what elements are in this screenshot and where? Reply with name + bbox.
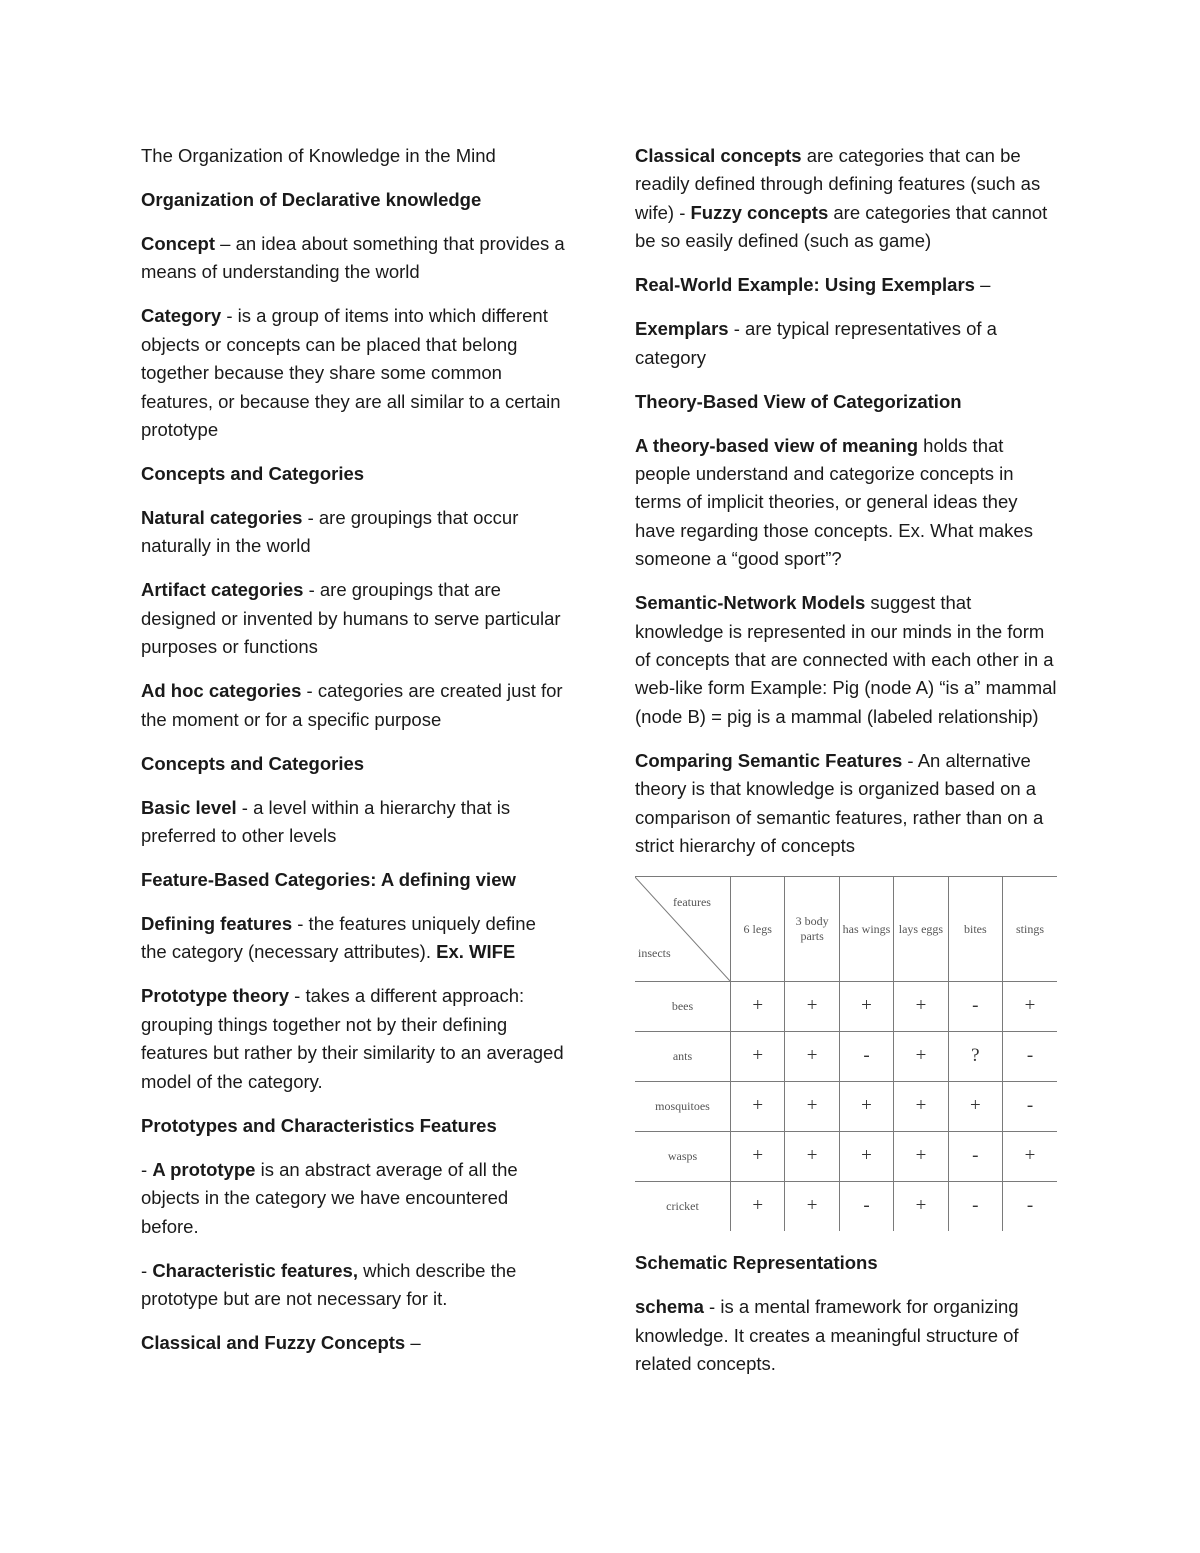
body-text: - is a group of items into which different objects or concepts can be placed that belong together because they share some common features, or because they are all similar to a certain prototype xyxy=(141,305,561,441)
body-text: which describe the prototype but are not necessary for it. xyxy=(141,1259,517,1309)
paragraph xyxy=(635,142,1060,256)
bold-term: Basic level xyxy=(141,796,237,818)
table-cell: - xyxy=(948,1182,1002,1232)
body-text: - a level within a hierarchy that is preferred to other levels xyxy=(141,796,511,847)
table-row xyxy=(635,1082,1057,1132)
body-text: – xyxy=(405,1331,421,1353)
table-cell: + xyxy=(839,1082,893,1132)
column-header: 3 body parts xyxy=(785,877,839,982)
body-text: - are groupings that are designed or invented by humans to serve particular purposes or functions xyxy=(141,579,561,658)
paragraph xyxy=(141,302,566,444)
bold-term: Natural categories xyxy=(141,507,303,529)
column-header: has wings xyxy=(839,877,893,982)
bold-term: Classical and Fuzzy Concepts xyxy=(141,1331,406,1353)
body-text: - takes a different approach: grouping things together not by their defining features but rather by their similarity to an averaged model of the category. xyxy=(141,985,564,1092)
bold-term: Organization of Declarative knowledge xyxy=(141,189,482,210)
table-cell: + xyxy=(785,1032,839,1082)
table-cell: + xyxy=(1003,982,1057,1032)
table-cell: ? xyxy=(948,1032,1002,1082)
table-cell: - xyxy=(1003,1082,1057,1132)
bold-term: Characteristic features, xyxy=(152,1259,358,1281)
paragraph xyxy=(141,1156,566,1241)
bold-term: Fuzzy concepts xyxy=(690,201,829,223)
body-text: is an abstract average of all the objects in the category we have encountered before. xyxy=(141,1158,518,1237)
table-cell: + xyxy=(894,1032,948,1082)
table-corner-cell xyxy=(635,877,731,982)
bold-term: Category xyxy=(141,305,222,327)
body-text: – an idea about something that provides a means of understanding the world xyxy=(141,233,565,283)
paragraph xyxy=(141,677,566,734)
bold-term: Ad hoc categories xyxy=(141,680,302,702)
paragraph xyxy=(141,142,566,170)
bold-term: Prototypes and Characteristics Features xyxy=(141,1114,497,1136)
row-label: wasps xyxy=(635,1132,731,1182)
paragraph xyxy=(635,388,1060,416)
bold-term: Ex. WIFE xyxy=(436,941,516,963)
right-column-bottom xyxy=(635,1249,1060,1378)
corner-diagonal-line xyxy=(635,877,730,981)
table-header-row xyxy=(635,877,1057,982)
bold-term: Schematic Representations xyxy=(635,1252,878,1274)
body-text: are categories that can be readily defined through defining features (such as wife) - xyxy=(635,145,1041,223)
column-header: 6 legs xyxy=(731,877,785,982)
body-text: - are typical representatives of a category xyxy=(635,318,997,368)
table-cell: + xyxy=(839,982,893,1032)
body-text: The Organization of Knowledge in the Mind xyxy=(141,145,496,166)
column-header: stings xyxy=(1003,877,1057,982)
bold-term: Concepts and Categories xyxy=(141,463,365,485)
bold-term: A theory-based view of meaning xyxy=(635,434,919,456)
table-cell: + xyxy=(948,1082,1002,1132)
paragraph xyxy=(141,1112,566,1140)
paragraph xyxy=(141,982,566,1096)
left-column xyxy=(141,142,566,1373)
bold-term: Classical concepts xyxy=(635,145,802,166)
table-cell: + xyxy=(894,1182,948,1232)
bold-term: Real-World Example: Using Exemplars xyxy=(635,274,975,296)
paragraph xyxy=(635,271,1060,299)
table-cell: + xyxy=(785,982,839,1032)
row-label: ants xyxy=(635,1032,731,1082)
paragraph xyxy=(141,794,566,851)
bold-term: Exemplars xyxy=(635,318,729,340)
paragraph xyxy=(141,504,566,561)
table-cell: + xyxy=(839,1132,893,1182)
right-column-top xyxy=(635,142,1060,861)
body-text: - categories are created just for the moment or for a specific purpose xyxy=(141,680,563,730)
paragraph xyxy=(635,589,1060,731)
table-cell: + xyxy=(731,1032,785,1082)
table-cell: - xyxy=(839,1182,893,1232)
table-cell: + xyxy=(731,1082,785,1132)
table-row xyxy=(635,1132,1057,1182)
bold-term: Concept xyxy=(141,233,215,254)
paragraph xyxy=(141,910,566,967)
table-cell: + xyxy=(1003,1132,1057,1182)
table-cell: - xyxy=(948,1132,1002,1182)
table-cell: - xyxy=(1003,1032,1057,1082)
paragraph xyxy=(635,1249,1060,1277)
bold-term: Prototype theory xyxy=(141,985,290,1007)
table-cell: + xyxy=(785,1082,839,1132)
table-cell: + xyxy=(785,1132,839,1182)
paragraph xyxy=(141,186,566,214)
right-column xyxy=(635,142,1060,1394)
paragraph xyxy=(141,866,566,894)
paragraph xyxy=(141,1257,566,1314)
table-cell: + xyxy=(894,982,948,1032)
paragraph xyxy=(635,432,1060,574)
column-header: lays eggs xyxy=(894,877,948,982)
corner-label-insects: insects xyxy=(638,946,671,961)
bold-term: A prototype xyxy=(152,1158,256,1180)
bold-term: schema xyxy=(635,1296,704,1318)
corner-label-features: features xyxy=(673,895,711,910)
bold-term: Defining features xyxy=(141,913,293,935)
bold-term: Theory-Based View of Categorization xyxy=(635,390,962,412)
paragraph xyxy=(141,750,566,778)
bold-term: Artifact categories xyxy=(141,579,304,601)
table-cell: - xyxy=(1003,1182,1057,1232)
row-label: mosquitoes xyxy=(635,1082,731,1132)
body-text: - xyxy=(141,1259,153,1281)
row-label: bees xyxy=(635,982,731,1032)
column-header: bites xyxy=(948,877,1002,982)
table-cell: + xyxy=(894,1132,948,1182)
bold-term: Feature-Based Categories: A defining view xyxy=(141,869,516,891)
table-cell: - xyxy=(948,982,1002,1032)
body-text: - the features uniquely define the category (necessary attributes). xyxy=(141,913,536,963)
body-text: - xyxy=(141,1158,153,1180)
body-text: - is a mental framework for organizing knowledge. It creates a meaningful structure of related concepts. xyxy=(635,1296,1019,1374)
table-cell: - xyxy=(839,1032,893,1082)
table-row xyxy=(635,982,1057,1032)
table-cell: + xyxy=(785,1182,839,1232)
body-text: holds that people understand and categorize concepts in terms of implicit theories, or general ideas they have regarding those concepts. Ex. What makes someone a “good sport”? xyxy=(635,434,1033,570)
paragraph xyxy=(141,460,566,488)
paragraph xyxy=(635,747,1060,861)
insect-features-table xyxy=(635,876,1057,1231)
table-cell: + xyxy=(731,1132,785,1182)
row-label: cricket xyxy=(635,1182,731,1232)
bold-term: Concepts and Categories xyxy=(141,752,365,774)
body-text: - An alternative theory is that knowledge is organized based on a comparison of semantic features, rather than on a strict hierarchy of concepts xyxy=(635,749,1044,857)
table-row xyxy=(635,1182,1057,1232)
paragraph xyxy=(635,315,1060,372)
table-cell: + xyxy=(894,1082,948,1132)
table-row xyxy=(635,1032,1057,1082)
paragraph xyxy=(141,576,566,661)
body-text: – xyxy=(974,274,991,296)
table-cell: + xyxy=(731,982,785,1032)
body-text: suggest that knowledge is represented in our minds in the form of concepts that are connected with each other in a web-like form Example: Pig (node A) “is a” mammal (node B) = pig is a mammal (labeled relationship) xyxy=(635,592,1057,727)
bold-term: Semantic-Network Models xyxy=(635,592,866,614)
body-text: are categories that cannot be so easily defined (such as game) xyxy=(635,201,1048,252)
paragraph xyxy=(141,230,566,287)
paragraph xyxy=(141,1329,566,1357)
bold-term: Comparing Semantic Features xyxy=(635,749,903,771)
body-text: - are groupings that occur naturally in the world xyxy=(141,507,519,557)
table-cell: + xyxy=(731,1182,785,1232)
paragraph xyxy=(635,1293,1060,1378)
